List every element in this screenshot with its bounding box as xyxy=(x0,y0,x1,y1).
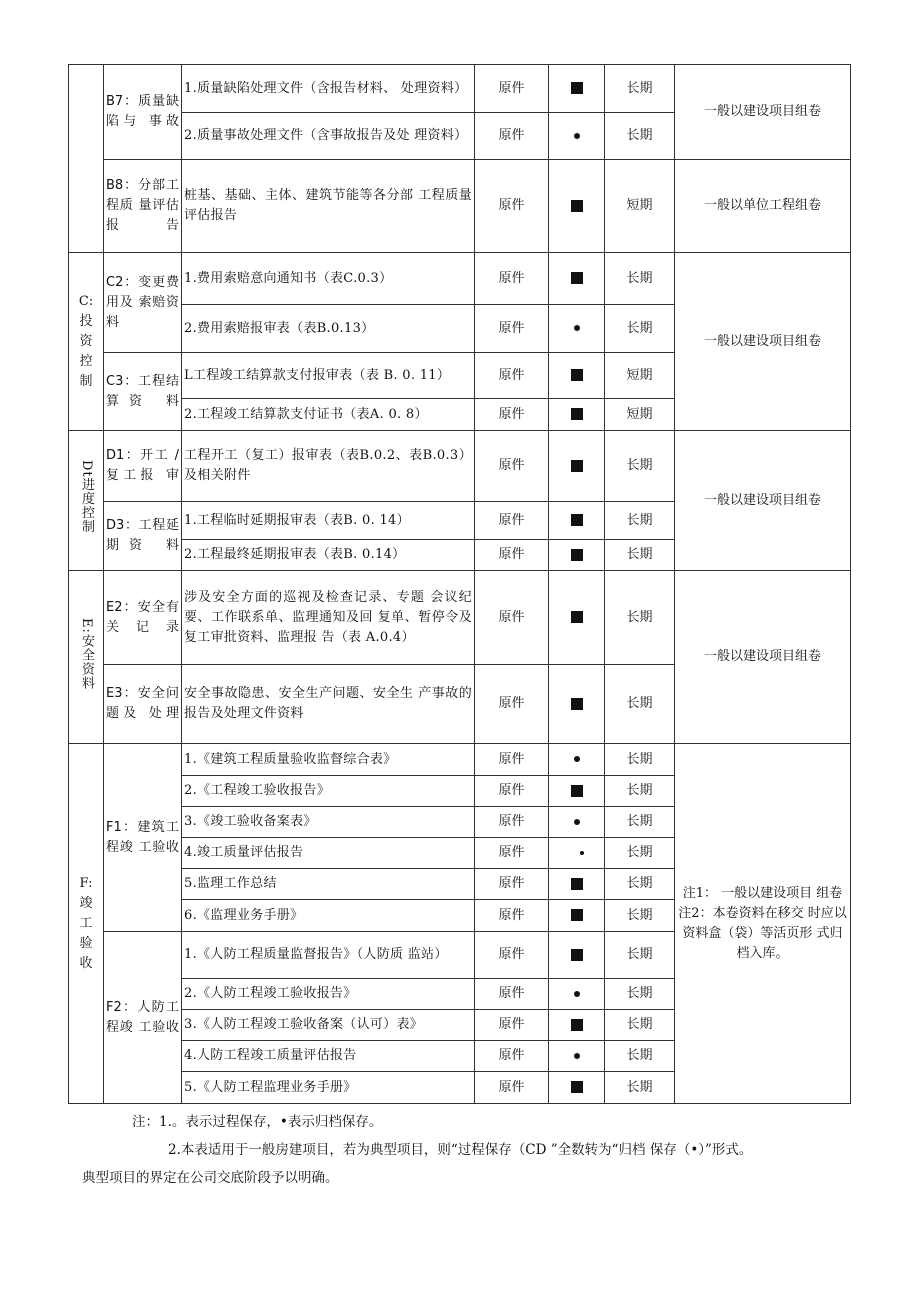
footnotes xyxy=(68,1108,858,1192)
save-mark-cell xyxy=(549,540,605,571)
item-cell: 3.《竣工验收备案表》 xyxy=(182,807,475,838)
process-save-square-icon xyxy=(571,1019,583,1031)
process-save-square-icon xyxy=(571,878,583,890)
retention-term-cell: 长期 xyxy=(605,838,675,869)
doc-type-cell: 原件 xyxy=(475,160,549,253)
item-cell: 涉及安全方面的巡视及检查记录、专题 会议纪要、工作联系单、监理通知及回 复单、暂停令及复工审批资料、监理报 告（表 A.0.4） xyxy=(182,571,475,665)
item-cell: 工程开工（复工）报审表（表B.0.2、表B.0.3）及相关附件 xyxy=(182,431,475,502)
save-mark-cell xyxy=(549,838,605,869)
retention-term-cell: 长期 xyxy=(605,807,675,838)
item-cell: 1.《建筑工程质量验收监督综合表》 xyxy=(182,744,475,776)
archive-save-dot-icon xyxy=(580,851,584,855)
retention-term-cell: 长期 xyxy=(605,979,675,1010)
item-cell: 1.质量缺陷处理文件（含报告材料、 处理资料） xyxy=(182,65,475,113)
archive-table xyxy=(68,64,851,1104)
note-f-1: 注1： 一般以建设项目 组卷 xyxy=(682,885,843,901)
process-save-square-icon xyxy=(571,1081,583,1093)
retention-term-cell: 长期 xyxy=(605,900,675,932)
save-mark-cell xyxy=(549,1010,605,1041)
subgroup-d1: D1：开工 /复工报 审 xyxy=(104,431,182,502)
retention-term-cell: 长期 xyxy=(605,431,675,502)
item-cell: 安全事故隐患、安全生产问题、安全生 产事故的报告及处理文件资料 xyxy=(182,665,475,744)
category-c xyxy=(69,253,104,431)
retention-term-cell: 长期 xyxy=(605,305,675,353)
doc-type-cell: 原件 xyxy=(475,305,549,353)
doc-type-cell: 原件 xyxy=(475,838,549,869)
note-f-2: 注2：本卷资料在移交 时应以资料盒（袋）等活页形 式归档入库。 xyxy=(678,905,847,961)
doc-type-cell: 原件 xyxy=(475,399,549,431)
subgroup-f2: F2：人防工程竣 工验收 xyxy=(104,932,182,1104)
category-d xyxy=(69,431,104,571)
process-save-square-icon xyxy=(571,949,583,961)
item-cell: 1.费用索赔意向通知书（表C.0.3） xyxy=(182,253,475,305)
process-save-square-icon xyxy=(571,514,583,526)
doc-type-cell: 原件 xyxy=(475,353,549,399)
item-cell: 桩基、基础、主体、建筑节能等各分部 工程质量评估报告 xyxy=(182,160,475,253)
category-b-cell xyxy=(69,65,104,253)
doc-type-cell: 原件 xyxy=(475,253,549,305)
save-mark-cell xyxy=(549,665,605,744)
doc-type-cell: 原件 xyxy=(475,776,549,807)
note-d: 一般以建设项目组卷 xyxy=(675,431,851,571)
retention-term-cell: 长期 xyxy=(605,571,675,665)
process-save-square-icon xyxy=(571,82,583,94)
process-save-square-icon xyxy=(571,698,583,710)
footnote-1: 注：1.。表示过程保存，•表示归档保存。 xyxy=(132,1114,383,1130)
process-save-square-icon xyxy=(571,460,583,472)
retention-term-cell: 长期 xyxy=(605,932,675,979)
footnote-3: 典型项目的界定在公司交底阶段予以明确。 xyxy=(82,1170,339,1186)
retention-term-cell: 长期 xyxy=(605,665,675,744)
retention-term-cell: 长期 xyxy=(605,1041,675,1072)
retention-term-cell: 长期 xyxy=(605,253,675,305)
doc-type-cell: 原件 xyxy=(475,1041,549,1072)
footnote-2: 2.本表适用于一般房建项目，若为典型项目，则“过程保存（CD ”全数转为“归档 保存（•）”形式。 xyxy=(168,1142,753,1158)
retention-term-cell: 长期 xyxy=(605,65,675,113)
item-cell: 4.人防工程竣工质量评估报告 xyxy=(182,1041,475,1072)
archive-save-dot-icon xyxy=(574,819,580,825)
note-b8: 一般以单位工程组卷 xyxy=(675,160,851,253)
process-save-square-icon xyxy=(571,611,583,623)
item-cell: 2.《人防工程竣工验收报告》 xyxy=(182,979,475,1010)
save-mark-cell xyxy=(549,353,605,399)
doc-type-cell: 原件 xyxy=(475,869,549,900)
save-mark-cell xyxy=(549,65,605,113)
item-cell: 1.工程临时延期报审表（表B. 0. 14） xyxy=(182,502,475,540)
subgroup-c2: C2：变更费用及 索赔资料 xyxy=(104,253,182,353)
process-save-square-icon xyxy=(571,909,583,921)
save-mark-cell xyxy=(549,431,605,502)
doc-type-cell: 原件 xyxy=(475,571,549,665)
doc-type-cell: 原件 xyxy=(475,665,549,744)
archive-save-dot-icon xyxy=(574,325,580,331)
doc-type-cell: 原件 xyxy=(475,1010,549,1041)
save-mark-cell xyxy=(549,160,605,253)
retention-term-cell: 短期 xyxy=(605,160,675,253)
save-mark-cell xyxy=(549,979,605,1010)
note-e: 一般以建设项目组卷 xyxy=(675,571,851,744)
retention-term-cell: 长期 xyxy=(605,1072,675,1104)
category-c-label: C:投资控制 xyxy=(78,293,94,389)
category-e xyxy=(69,571,104,744)
doc-type-cell: 原件 xyxy=(475,431,549,502)
archive-save-dot-icon xyxy=(574,756,580,762)
item-cell: 3.《人防工程竣工验收备案（认可）表》 xyxy=(182,1010,475,1041)
category-d-label: Dt进度控制 xyxy=(79,460,94,534)
save-mark-cell xyxy=(549,776,605,807)
save-mark-cell xyxy=(549,932,605,979)
doc-type-cell: 原件 xyxy=(475,900,549,932)
retention-term-cell: 短期 xyxy=(605,399,675,431)
process-save-square-icon xyxy=(571,369,583,381)
save-mark-cell xyxy=(549,571,605,665)
process-save-square-icon xyxy=(571,408,583,420)
archive-save-dot-icon xyxy=(574,133,580,139)
doc-type-cell: 原件 xyxy=(475,65,549,113)
item-cell: 4.竣工质量评估报告 xyxy=(182,838,475,869)
category-f xyxy=(69,744,104,1104)
item-cell: 1.《人防工程质量监督报告》（人防质 监站） xyxy=(182,932,475,979)
retention-term-cell: 长期 xyxy=(605,776,675,807)
archive-save-dot-icon xyxy=(574,1053,580,1059)
save-mark-cell xyxy=(549,807,605,838)
process-save-square-icon xyxy=(571,549,583,561)
subgroup-f1: F1：建筑工程竣 工验收 xyxy=(104,744,182,932)
category-f-label: F:竣工验收 xyxy=(79,875,93,971)
note-c: 一般以建设项目组卷 xyxy=(675,253,851,431)
save-mark-cell xyxy=(549,113,605,160)
retention-term-cell: 长期 xyxy=(605,1010,675,1041)
save-mark-cell xyxy=(549,502,605,540)
retention-term-cell: 长期 xyxy=(605,540,675,571)
category-e-label: E:安全资料 xyxy=(79,617,94,690)
doc-type-cell: 原件 xyxy=(475,979,549,1010)
process-save-square-icon xyxy=(571,200,583,212)
retention-term-cell: 长期 xyxy=(605,869,675,900)
item-cell: 2.费用索赔报审表（表B.0.13） xyxy=(182,305,475,353)
retention-term-cell: 短期 xyxy=(605,353,675,399)
item-cell: 6.《监理业务手册》 xyxy=(182,900,475,932)
subgroup-b7: B7：质量缺陷与 事故 xyxy=(104,65,182,160)
item-cell: 2.工程最终延期报审表（表B. 0.14） xyxy=(182,540,475,571)
item-cell: 5.监理工作总结 xyxy=(182,869,475,900)
retention-term-cell: 长期 xyxy=(605,502,675,540)
item-cell: 2.质量事故处理文件（含事故报告及处 理资料） xyxy=(182,113,475,160)
doc-type-cell: 原件 xyxy=(475,113,549,160)
doc-type-cell: 原件 xyxy=(475,807,549,838)
save-mark-cell xyxy=(549,744,605,776)
subgroup-e2: E2：安全有关记录 xyxy=(104,571,182,665)
note-f xyxy=(675,744,851,1104)
save-mark-cell xyxy=(549,1072,605,1104)
retention-term-cell: 长期 xyxy=(605,113,675,160)
save-mark-cell xyxy=(549,253,605,305)
archive-save-dot-icon xyxy=(574,991,580,997)
process-save-square-icon xyxy=(571,785,583,797)
save-mark-cell xyxy=(549,900,605,932)
note-b: 一般以建设项目组卷 xyxy=(675,65,851,160)
doc-type-cell: 原件 xyxy=(475,540,549,571)
subgroup-b8: B8：分部工程质 量评估 报告 xyxy=(104,160,182,253)
subgroup-d3: D3：工程延期资 料 xyxy=(104,502,182,571)
doc-type-cell: 原件 xyxy=(475,1072,549,1104)
save-mark-cell xyxy=(549,305,605,353)
doc-type-cell: 原件 xyxy=(475,502,549,540)
save-mark-cell xyxy=(549,399,605,431)
subgroup-e3: E3：安全问题及 处理 xyxy=(104,665,182,744)
doc-type-cell: 原件 xyxy=(475,932,549,979)
archive-document xyxy=(68,64,851,1104)
save-mark-cell xyxy=(549,869,605,900)
item-cell: 5.《人防工程监理业务手册》 xyxy=(182,1072,475,1104)
item-cell: 2.工程竣工结算款支付证书（表A. 0. 8） xyxy=(182,399,475,431)
doc-type-cell: 原件 xyxy=(475,744,549,776)
retention-term-cell: 长期 xyxy=(605,744,675,776)
item-cell: L工程竣工结算款支付报审表（表 B. 0. 11） xyxy=(182,353,475,399)
subgroup-c3: C3：工程结算资 料 xyxy=(104,353,182,431)
process-save-square-icon xyxy=(571,272,583,284)
item-cell: 2.《工程竣工验收报告》 xyxy=(182,776,475,807)
save-mark-cell xyxy=(549,1041,605,1072)
